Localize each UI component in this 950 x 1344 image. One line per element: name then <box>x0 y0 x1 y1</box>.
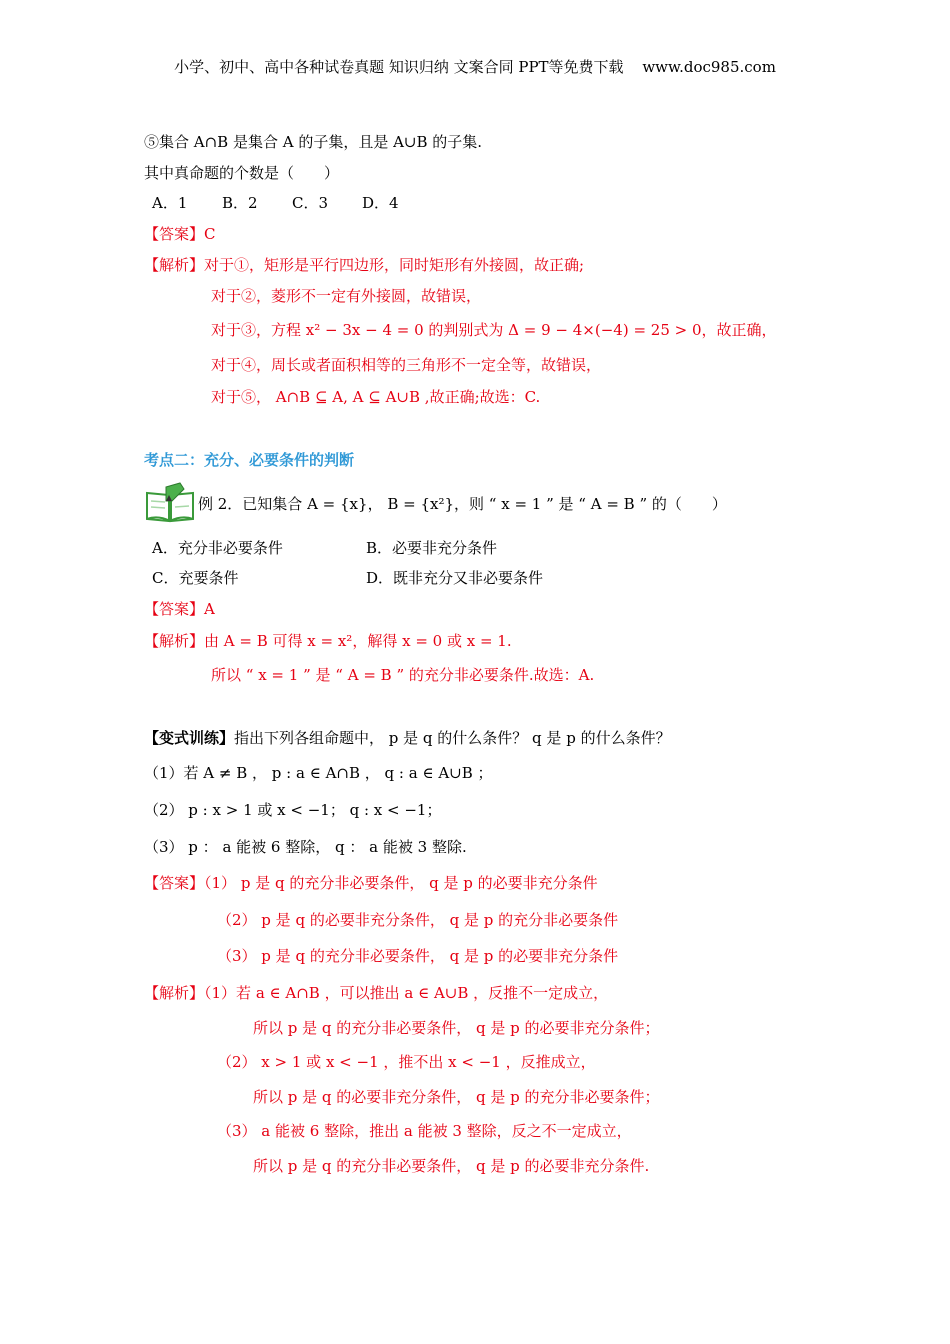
variant-item-2: （2） p : x > 1 或 x < −1； q : x < −1； <box>144 801 442 819</box>
analysis-2-line-1 <box>144 630 512 652</box>
answer-3-line-3: （3） p 是 q 的充分非必要条件， q 是 p 的必要非充分条件 <box>217 947 619 965</box>
option-2c: C．充要条件 <box>152 569 239 587</box>
variant-question-text: 指出下列各组命题中， p 是 q 的什么条件？ q 是 p 的什么条件？ <box>234 729 671 747</box>
answer-2 <box>144 598 215 620</box>
answer-2-label: 【答案】 <box>144 600 205 618</box>
analysis-3-line-1 <box>144 982 608 1004</box>
analysis-3-text-1: （1）若 a ∈ A∩B ，可以推出 a ∈ A∪B ，反推不一定成立， <box>204 984 609 1002</box>
answer-3-label: 【答案】 <box>144 874 205 892</box>
option-1a: A．1 <box>152 194 188 212</box>
option-2b: B．必要非充分条件 <box>366 539 498 557</box>
analysis-3-line-4: 所以 p 是 q 的必要非充分条件， q 是 p 的充分非必要条件； <box>253 1088 660 1106</box>
analysis-3-label: 【解析】 <box>144 984 205 1002</box>
answer-1-value: C <box>204 225 216 243</box>
example-2: 例 2．已知集合 A = {x}， B = {x²}，则 “ x = 1 ” 是 “ A = B ” 的（ ） <box>198 495 727 513</box>
variant-item-1: （1）若 A ≠ B ， p : a ∈ A∩B ， q : a ∈ A∪B ； <box>144 764 493 782</box>
variant-question <box>144 727 671 749</box>
answer-3-line-1 <box>144 872 598 894</box>
analysis-1-label: 【解析】 <box>144 256 205 274</box>
analysis-3-line-2: 所以 p 是 q 的充分非必要条件， q 是 p 的必要非充分条件； <box>253 1019 660 1037</box>
analysis-1-line-1 <box>144 254 584 276</box>
answer-1-label: 【答案】 <box>144 225 205 243</box>
option-1b: B．2 <box>222 194 258 212</box>
analysis-2-text-1: 由 A = B 可得 x = x²，解得 x = 0 或 x = 1. <box>204 632 512 650</box>
analysis-1-line-4: 对于④，周长或者面积相等的三角形不一定全等，故错误， <box>211 356 602 374</box>
answer-1 <box>144 223 216 245</box>
analysis-1-line-2: 对于②，菱形不一定有外接圆，故错误， <box>211 287 482 305</box>
analysis-2-label: 【解析】 <box>144 632 205 650</box>
page-header <box>0 56 950 78</box>
item-5: ⑤集合 A∩B 是集合 A 的子集，且是 A∪B 的子集. <box>144 133 483 151</box>
option-1d: D．4 <box>362 194 399 212</box>
analysis-1-line-3: 对于③，方程 x² − 3x − 4 = 0 的判别式为 Δ = 9 − 4×(−4) = 25 > 0，故正确， <box>211 321 777 339</box>
variant-item-3: （3） p ： a 能被 6 整除， q ： a 能被 3 整除. <box>144 838 467 856</box>
header-left-text: 小学、初中、高中各种试卷真题 知识归纳 文案合同 PPT等免费下载 <box>174 58 624 76</box>
analysis-3-line-5: （3） a 能被 6 整除，推出 a 能被 3 整除，反之不一定成立， <box>217 1122 632 1140</box>
analysis-3-line-3: （2） x > 1 或 x < −1 ，推不出 x < −1 ，反推成立， <box>217 1053 596 1071</box>
book-pencil-icon <box>144 481 196 523</box>
header-url[interactable]: www.doc985.com <box>642 58 776 76</box>
analysis-2-line-2: 所以 “ x = 1 ” 是 “ A = B ” 的充分非必要条件.故选：A. <box>211 666 595 684</box>
answer-2-value: A <box>204 600 215 618</box>
option-2a: A．充分非必要条件 <box>152 539 283 557</box>
answer-3-text-1: （1） p 是 q 的充分非必要条件， q 是 p 的必要非充分条件 <box>204 874 598 892</box>
analysis-1-line-5: 对于⑤， A∩B ⊆ A, A ⊆ A∪B ,故正确;故选：C. <box>211 388 541 406</box>
question-1: 其中真命题的个数是（ ） <box>144 164 340 182</box>
analysis-1-text-1: 对于①，矩形是平行四边形，同时矩形有外接圆，故正确; <box>204 256 585 274</box>
section-2-title: 考点二：充分、必要条件的判断 <box>144 451 355 469</box>
option-2d: D．既非充分又非必要条件 <box>366 569 544 587</box>
option-1c: C．3 <box>292 194 329 212</box>
variant-title: 【变式训练】 <box>144 729 235 747</box>
answer-3-line-2: （2） p 是 q 的必要非充分条件， q 是 p 的充分非必要条件 <box>217 911 619 929</box>
analysis-3-line-6: 所以 p 是 q 的充分非必要条件， q 是 p 的必要非充分条件. <box>253 1157 650 1175</box>
